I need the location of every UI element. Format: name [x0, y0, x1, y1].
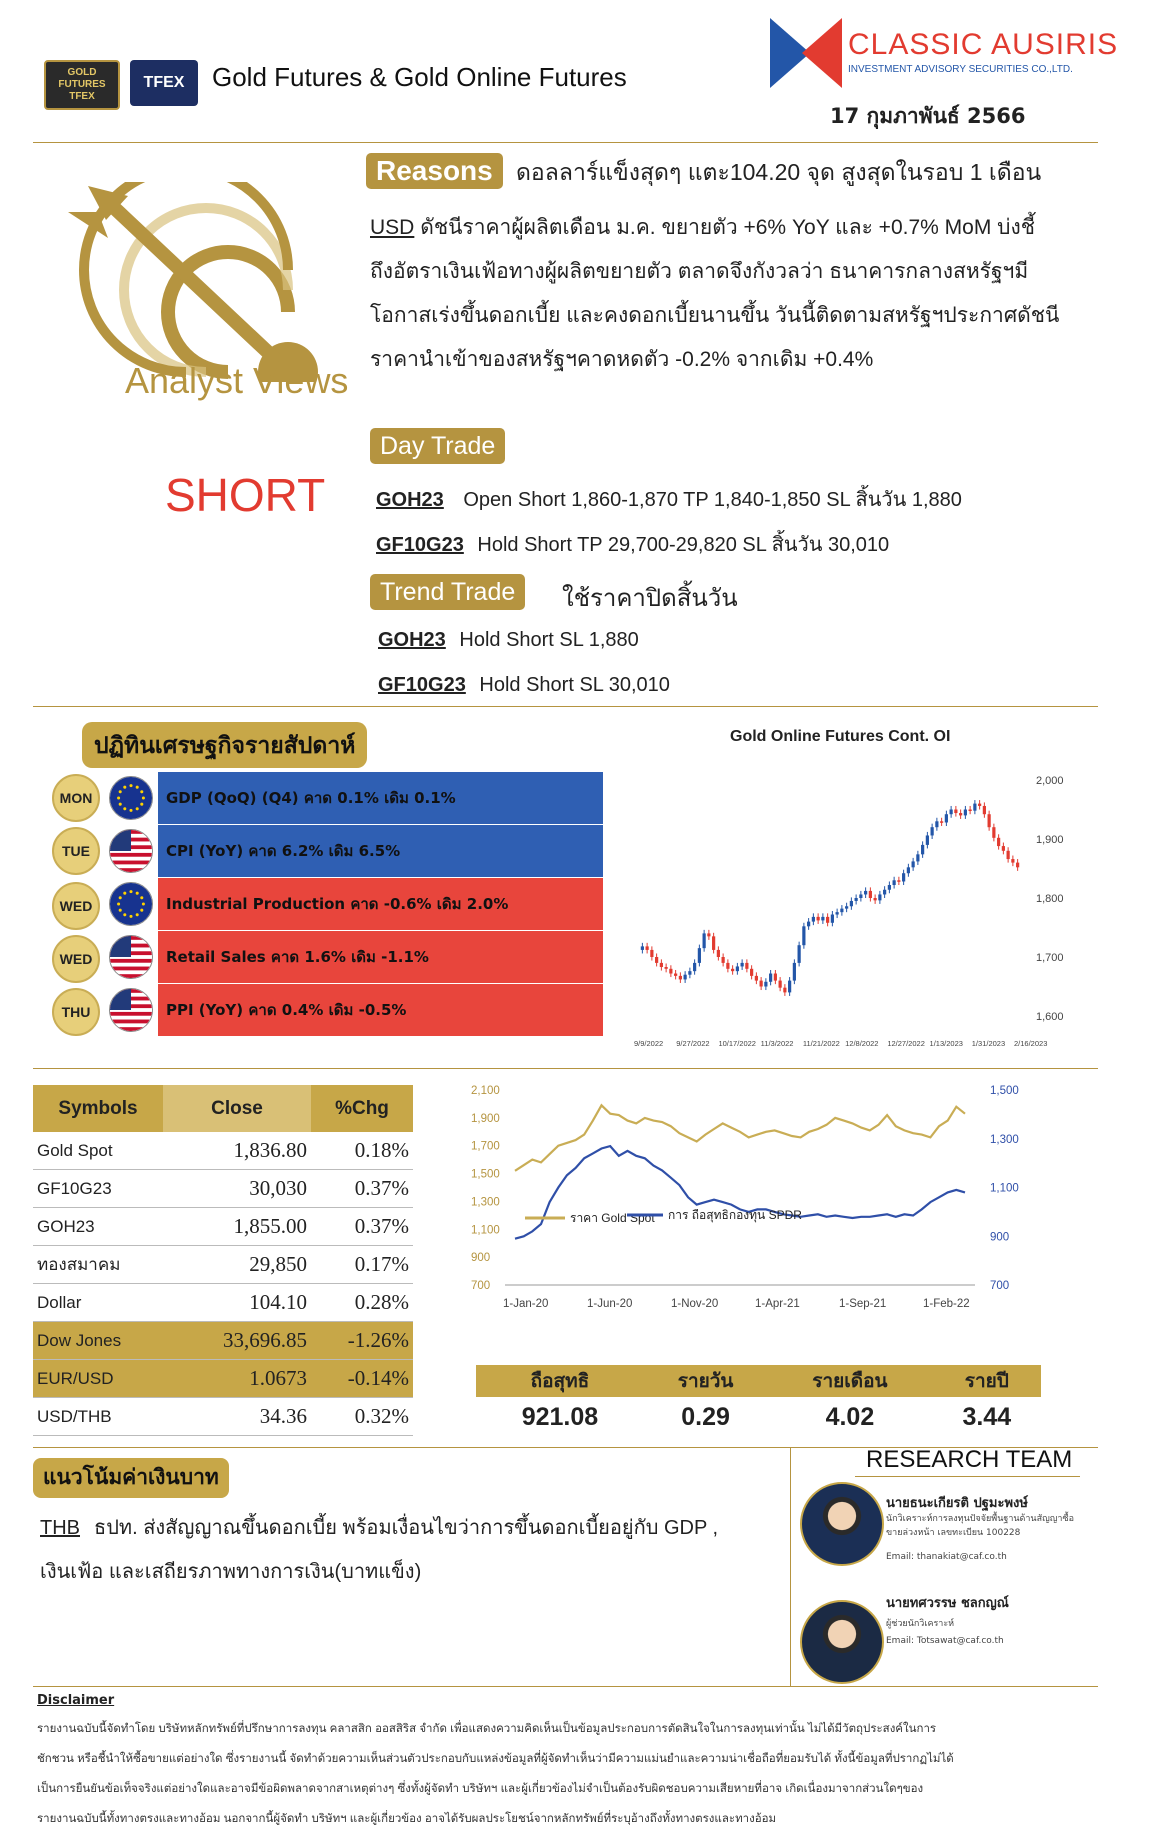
- disclaimer-title: Disclaimer: [37, 1693, 115, 1708]
- day-badge: WED: [52, 935, 100, 983]
- quote-symbol: GOH23: [33, 1208, 163, 1246]
- table-row: [33, 1246, 413, 1284]
- quote-close: 1.0673: [163, 1360, 311, 1398]
- candle-body: [888, 885, 891, 890]
- spdr-monthly-value: 4.02: [825, 1402, 875, 1431]
- x-tick-label: 1-Feb-22: [923, 1298, 970, 1310]
- day-trade-line-2: [376, 528, 889, 560]
- left-axis-tick: 1,300: [471, 1196, 500, 1209]
- x-tick-label: 10/17/2022: [718, 1039, 756, 1048]
- left-axis-tick: 2,100: [471, 1085, 500, 1097]
- candle-body: [736, 966, 739, 971]
- calendar-event: CPI (YoY) คาด 6.2% เดิม 6.5%: [158, 825, 603, 877]
- analyst-2-role: ผู้ช่วยนักวิเคราะห์: [886, 1619, 955, 1629]
- calendar-row: [0, 772, 603, 824]
- candle-body: [646, 946, 649, 950]
- gold-futures-logo-text: GOLD FUTURES TFEX: [58, 67, 106, 102]
- candle-body: [812, 917, 815, 922]
- candle-body: [845, 906, 848, 908]
- reasons-headline: ดอลลาร์แข็งสุดๆ แตะ104.20 จุด สูงสุดในรอบ 1 เดือน: [516, 159, 1042, 185]
- calendar-row: [0, 825, 603, 877]
- quote-symbol: Dollar: [33, 1284, 163, 1322]
- quotes-header-row: [33, 1085, 413, 1132]
- candle-body: [931, 827, 934, 835]
- quote-chg: 0.17%: [311, 1246, 413, 1284]
- y-tick-label: 1,700: [1036, 952, 1064, 964]
- calendar-row: [0, 878, 603, 930]
- candle-body: [997, 838, 1000, 846]
- quote-close: 104.10: [163, 1284, 311, 1322]
- right-axis-tick: 1,100: [990, 1182, 1019, 1195]
- candle-body: [650, 950, 653, 957]
- quote-close: 33,696.85: [163, 1322, 311, 1360]
- x-tick-label: 1-Jan-20: [503, 1298, 549, 1310]
- candle-body: [655, 957, 658, 963]
- candle-body: [902, 873, 905, 881]
- candle-body: [840, 909, 843, 913]
- candle-body: [817, 917, 820, 921]
- y-tick-label: 2,000: [1036, 775, 1064, 787]
- candle-body: [916, 854, 919, 861]
- reasons-body-line-3: โอกาสเร่งขึ้นดอกเบี้ย และคงดอกเบี้ยนานขึ้น วันนี้ติดตามสหรัฐฯประกาศดัชนี: [370, 304, 1060, 327]
- candle-body: [959, 813, 962, 815]
- baht-currency: THB: [40, 1517, 80, 1539]
- quote-symbol: Gold Spot: [33, 1132, 163, 1170]
- avatar: [800, 1482, 884, 1566]
- candle-body: [940, 821, 943, 823]
- candle-body: [973, 804, 976, 811]
- x-tick-label: 1-Apr-21: [755, 1298, 800, 1310]
- day-trade-line-1: [376, 483, 962, 515]
- table-row: [33, 1132, 413, 1170]
- y-tick-label: 1,600: [1036, 1011, 1064, 1023]
- quote-chg: -0.14%: [311, 1360, 413, 1398]
- candle-body: [836, 912, 839, 914]
- candle-body: [774, 974, 777, 981]
- candle-body: [850, 901, 853, 906]
- quote-chg: 0.28%: [311, 1284, 413, 1322]
- x-tick-label: 1-Nov-20: [671, 1298, 719, 1310]
- candle-body: [821, 917, 824, 921]
- trend-trade-text-2: Hold Short SL 30,010: [479, 674, 670, 696]
- us-flag-icon: [109, 935, 153, 979]
- candle-body: [945, 814, 948, 822]
- candle-body: [859, 894, 862, 898]
- left-axis-tick: 1,500: [471, 1168, 500, 1181]
- disclaimer-line: ชักชวน หรือชี้นำให้ซื้อขายแต่อย่างใด ซึ่งรายงานนี้ จัดทำด้วยความเห็นส่วนตัวประกอบกับแหล่งข้อมูลที่ผู้จัดทำเห็นว่ามีความแม่นยำและความน่าเชื่อถือที่ยอมรับได้ ทั้งนี้ข้อมูลที่ปรากฏไม่ได้: [37, 1753, 954, 1765]
- day-trade-tag: Day Trade: [370, 428, 505, 464]
- candle-body: [912, 861, 915, 867]
- candle-body: [964, 810, 967, 816]
- table-row: [33, 1322, 413, 1360]
- col-symbols: Symbols: [58, 1097, 138, 1119]
- table-row: [33, 1360, 413, 1398]
- x-tick-label: 1/31/2023: [971, 1039, 1006, 1048]
- candle-body: [954, 810, 957, 814]
- candle-body: [1011, 859, 1014, 863]
- spdr-net-value: 921.08: [521, 1402, 599, 1431]
- candle-body: [641, 946, 644, 950]
- spdr-col-monthly: รายเดือน: [812, 1371, 888, 1392]
- candle-body: [1007, 851, 1010, 859]
- quote-symbol: ทองสมาคม: [33, 1246, 163, 1284]
- section-divider-4: [33, 1686, 1098, 1687]
- spdr-stats-header: [476, 1365, 1041, 1397]
- day-trade-symbol-2: GF10G23: [376, 534, 464, 556]
- baht-line-1: ธปท. ส่งสัญญาณขึ้นดอกเบี้ย พร้อมเงื่อนไขว่าการขึ้นดอกเบี้ยอยู่กับ GDP ,: [94, 1517, 719, 1539]
- spdr-col-daily: รายวัน: [677, 1371, 734, 1392]
- left-axis-tick: 1,900: [471, 1112, 500, 1125]
- x-tick-label: 12/27/2022: [887, 1039, 925, 1048]
- candle-body: [741, 963, 744, 967]
- calendar-event: Retail Sales คาด 1.6% เดิม -1.1%: [158, 931, 603, 983]
- quote-close: 34.36: [163, 1398, 311, 1436]
- candle-body: [907, 867, 910, 873]
- candle-body: [693, 963, 696, 971]
- left-axis-tick: 700: [471, 1280, 491, 1292]
- analyst-views-label: Analyst Views: [125, 360, 349, 401]
- y-tick-label: 1,900: [1036, 834, 1064, 846]
- day-trade-text-2: Hold Short TP 29,700-29,820 SL สิ้นวัน 30,010: [477, 534, 890, 556]
- reasons-currency: USD: [370, 216, 415, 239]
- candle-body: [731, 969, 734, 971]
- candle-body: [707, 933, 710, 936]
- candle-body: [717, 950, 720, 957]
- reasons-body-line-4: ราคานำเข้าของสหรัฐฯคาดหดตัว -0.2% จากเดิม +0.4%: [370, 348, 874, 371]
- candle-body: [712, 936, 715, 950]
- table-row: [33, 1284, 413, 1322]
- day-badge: TUE: [52, 827, 100, 875]
- table-row: [33, 1398, 413, 1436]
- x-tick-label: 9/9/2022: [634, 1039, 664, 1048]
- tfex-logo: [130, 60, 198, 106]
- right-axis-tick: 900: [990, 1231, 1010, 1244]
- candle-body: [722, 957, 725, 963]
- disclaimer-line: เป็นการยืนยันข้อเท็จจริงแต่อย่างใดและอาจมีข้อผิดพลาดจากสาเหตุต่างๆ ซึ่งทั้งผู้จัดทำ บริษัทฯ และผู้เกี่ยวข้องไม่จำเป็นต้องรับผิดชอบความเสียหายที่อาจ เกิดเนื่องมาจากส่วนใดๆของ: [37, 1783, 924, 1795]
- quote-close: 29,850: [163, 1246, 311, 1284]
- spdr-yearly-value: 3.44: [962, 1402, 1012, 1431]
- col-close: Close: [163, 1085, 311, 1132]
- candle-body: [874, 898, 877, 900]
- baht-title: แนวโน้มค่าเงินบาท: [33, 1458, 229, 1498]
- spdr-col-net: ถือสุทธิ: [530, 1371, 590, 1392]
- disclaimer-line: รายงานฉบับนี้ทั้งทางตรงและทางอ้อม นอกจากนี้ผู้จัดทำ บริษัทฯ และผู้เกี่ยวข้อง อาจได้รับผลประโยชน์จากหลักทรัพย์ที่ระบุอ้างถึงทั้งทางตรงและทางอ้อม: [37, 1813, 777, 1825]
- candle-body: [864, 891, 867, 895]
- candle-body: [869, 891, 872, 898]
- candle-body: [660, 963, 663, 967]
- x-tick-label: 2/16/2023: [1014, 1039, 1048, 1048]
- candle-body: [802, 926, 805, 945]
- candle-body: [669, 969, 672, 974]
- candle-body: [793, 963, 796, 981]
- quote-close: 1,855.00: [163, 1208, 311, 1246]
- candle-body: [926, 835, 929, 844]
- quote-symbol: Dow Jones: [33, 1322, 163, 1360]
- us-flag-icon: [109, 829, 153, 873]
- quote-symbol: EUR/USD: [33, 1360, 163, 1398]
- x-tick-label: 1-Jun-20: [587, 1298, 633, 1310]
- calendar-row: [0, 984, 603, 1036]
- col-chg: %Chg: [335, 1097, 389, 1119]
- candle-body: [831, 915, 834, 923]
- gold-futures-logo: [44, 60, 120, 110]
- gold-spdr-chart: [455, 1075, 1035, 1330]
- analyst-1-name: นายธนะเกียรติ ปฐมะพงษ์: [886, 1496, 1028, 1511]
- left-axis-tick: 1,100: [471, 1224, 500, 1237]
- economic-calendar: [0, 772, 603, 1042]
- section-divider-2: [33, 1068, 1098, 1069]
- quote-chg: 0.18%: [311, 1132, 413, 1170]
- candle-body: [935, 821, 938, 827]
- right-axis-tick: 1,500: [990, 1085, 1019, 1097]
- x-tick-label: 11/21/2022: [802, 1039, 840, 1048]
- candle-body: [745, 963, 748, 969]
- gold-online-futures-chart: [620, 760, 1090, 1060]
- table-row: [33, 1170, 413, 1208]
- calendar-title: ปฏิทินเศรษฐกิจรายสัปดาห์: [82, 722, 367, 768]
- candle-body: [755, 976, 758, 981]
- reasons-body-line-1: ดัชนีราคาผู้ผลิตเดือน ม.ค. ขยายตัว +6% YoY และ +0.7% MoM บ่งชี้: [420, 216, 1035, 239]
- candle-body: [1002, 846, 1005, 851]
- candle-body: [855, 898, 858, 901]
- quote-chg: -1.26%: [311, 1322, 413, 1360]
- candle-body: [769, 974, 772, 982]
- report-title: Gold Futures & Gold Online Futures: [212, 62, 627, 92]
- tfex-logo-text: TFEX: [143, 74, 185, 91]
- target-arrow-icon: [68, 182, 358, 382]
- right-axis-tick: 700: [990, 1280, 1010, 1292]
- legend-label-gold: ราคา Gold Spot: [570, 1211, 655, 1225]
- research-divider: [790, 1447, 791, 1687]
- candle-body: [674, 974, 677, 976]
- spdr-daily-value: 0.29: [681, 1402, 730, 1431]
- avatar: [800, 1600, 884, 1684]
- candle-body: [798, 945, 801, 963]
- reasons-body-line-2: ถึงอัตราเงินเฟ้อทางผู้ผลิตขยายตัว ตลาดจึงกังวลว่า ธนาคารกลางสหรัฐฯมี: [370, 260, 1029, 283]
- y-tick-label: 1,800: [1036, 893, 1064, 905]
- trend-trade-text-1: Hold Short SL 1,880: [459, 629, 639, 651]
- eu-flag-icon: [109, 882, 153, 926]
- trend-trade-line-2: [378, 674, 670, 697]
- quote-symbol: USD/THB: [33, 1398, 163, 1436]
- classic-ausiris-logo-icon: [770, 18, 842, 88]
- disclaimer-line: รายงานฉบับนี้จัดทำโดย บริษัทหลักทรัพย์ที่ปรึกษาการลงทุน คลาสสิก ออสสิริส จำกัด เพื่อแสดงความคิดเห็นเป็นข้อมูลประกอบการตัดสินใจในการลงทุนเท่านั้น ไม่ได้มีวัตถุประสงค์ในการ: [37, 1723, 937, 1735]
- trend-trade-symbol-1: GOH23: [378, 629, 446, 651]
- candle-body: [969, 810, 972, 812]
- oi-chart-title: Gold Online Futures Cont. OI: [730, 728, 951, 745]
- quote-chg: 0.37%: [311, 1208, 413, 1246]
- candle-body: [1016, 863, 1019, 868]
- research-title-underline: [855, 1476, 1080, 1477]
- candle-body: [703, 933, 706, 948]
- analyst-view-short: SHORT: [165, 469, 326, 521]
- candle-body: [807, 922, 810, 927]
- candle-body: [897, 880, 900, 882]
- quote-close: 1,836.80: [163, 1132, 311, 1170]
- x-tick-label: 1-Sep-21: [839, 1298, 887, 1310]
- x-tick-label: 1/13/2023: [929, 1039, 963, 1048]
- quote-chg: 0.37%: [311, 1170, 413, 1208]
- legend-label-spdr: การ ถือสุทธิกองทุน SPDR: [668, 1208, 802, 1222]
- table-row: [33, 1208, 413, 1246]
- reasons-body: [370, 206, 1170, 382]
- candle-body: [783, 988, 786, 993]
- analyst-2-name: นายทศวรรษ ชลกญณ์: [886, 1596, 1009, 1611]
- header-divider: [33, 142, 1098, 143]
- candle-body: [983, 806, 986, 814]
- candle-body: [878, 894, 881, 900]
- candle-body: [883, 890, 886, 895]
- candle-body: [788, 981, 791, 993]
- x-tick-label: 9/27/2022: [676, 1039, 710, 1048]
- candle-body: [726, 963, 729, 969]
- us-flag-icon: [109, 988, 153, 1032]
- candle-body: [698, 948, 701, 963]
- baht-line-2: เงินเฟ้อ และเสถียรภาพทางการเงิน(บาทแข็ง): [40, 1561, 422, 1583]
- eu-flag-icon: [109, 776, 153, 820]
- trend-trade-line-1: [378, 629, 639, 652]
- x-tick-label: 11/3/2022: [760, 1039, 794, 1048]
- calendar-event: PPI (YoY) คาด 0.4% เดิม -0.5%: [158, 984, 603, 1036]
- x-tick-label: 12/8/2022: [845, 1039, 879, 1048]
- section-divider-1: [33, 706, 1098, 707]
- right-axis-tick: 1,300: [990, 1133, 1019, 1146]
- candle-body: [826, 917, 829, 923]
- left-axis-tick: 1,700: [471, 1140, 500, 1153]
- calendar-event: GDP (QoQ) (Q4) คาด 0.1% เดิม 0.1%: [158, 772, 603, 824]
- quote-chg: 0.32%: [311, 1398, 413, 1436]
- disclaimer-body: [37, 1714, 1127, 1834]
- candle-body: [665, 967, 668, 969]
- quote-symbol: GF10G23: [33, 1170, 163, 1208]
- candle-body: [950, 810, 953, 815]
- analyst-1-role: นักวิเคราะห์การลงทุนปัจจัยพื้นฐานด้านสัญญาซื้อขายล่วงหน้า เลขทะเบียน 100228: [886, 1514, 1074, 1538]
- analyst-1-email: Email: thanakiat@caf.co.th: [886, 1552, 1007, 1562]
- candle-body: [921, 845, 924, 854]
- left-axis-tick: 900: [471, 1252, 491, 1265]
- candle-body: [679, 976, 682, 980]
- report-date: 17 กุมภาพันธ์ 2566: [830, 104, 1026, 128]
- baht-text: [40, 1506, 800, 1594]
- day-trade-symbol-1: GOH23: [376, 489, 444, 511]
- company-name: CLASSIC AUSIRIS: [848, 28, 1119, 61]
- candle-body: [779, 981, 782, 988]
- trend-trade-symbol-2: GF10G23: [378, 674, 466, 696]
- day-badge: THU: [52, 988, 100, 1036]
- day-badge: WED: [52, 882, 100, 930]
- reasons-tag: Reasons: [366, 153, 503, 189]
- company-subtitle: INVESTMENT ADVISORY SECURITIES CO.,LTD.: [848, 64, 1073, 75]
- spdr-stats-table: [476, 1365, 1041, 1437]
- candle-body: [992, 827, 995, 838]
- research-team-title: RESEARCH TEAM: [866, 1446, 1073, 1473]
- candle-body: [988, 814, 991, 827]
- candle-body: [893, 880, 896, 885]
- spdr-stats-values: [476, 1397, 1041, 1437]
- trend-trade-note: ใช้ราคาปิดสิ้นวัน: [562, 585, 738, 612]
- analyst-2-email: Email: Totsawat@caf.co.th: [886, 1636, 1004, 1646]
- quote-close: 30,030: [163, 1170, 311, 1208]
- day-badge: MON: [52, 774, 100, 822]
- candle-body: [760, 981, 763, 987]
- candle-body: [688, 971, 691, 975]
- trend-trade-tag: Trend Trade: [370, 574, 525, 610]
- candle-body: [764, 982, 767, 987]
- spdr-col-yearly: รายปี: [964, 1371, 1009, 1392]
- candle-body: [684, 975, 687, 980]
- day-trade-text-1: Open Short 1,860-1,870 TP 1,840-1,850 SL สิ้นวัน 1,880: [463, 489, 962, 511]
- quotes-table: [33, 1085, 413, 1436]
- calendar-event: Industrial Production คาด -0.6% เดิม 2.0%: [158, 878, 603, 930]
- candle-body: [750, 969, 753, 976]
- candle-body: [978, 804, 981, 806]
- calendar-row: [0, 931, 603, 983]
